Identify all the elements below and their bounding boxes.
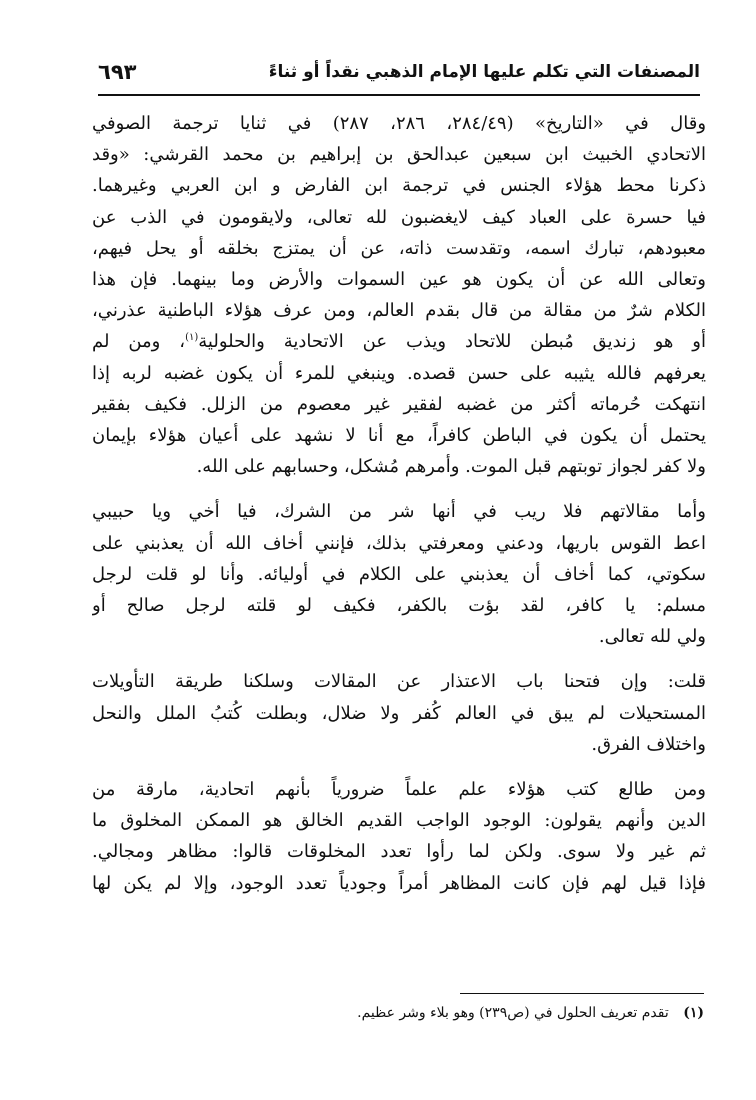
text-line: الاتحادي الخبيث ابن سبعين عبدالحق بن إبراهيم بن محمد القرشي: «وقد	[92, 144, 706, 166]
paragraph-3	[92, 666, 706, 760]
text-line: ذكرنا محط هؤلاء الجنس في ترجمة ابن الفارض و ابن العربي وغيرهما.	[92, 175, 706, 197]
footnote-reference: (١)	[185, 332, 199, 344]
text-line: سكوتي، كما أخاف أن يعذبني على الكلام في أوليائه. وأنا لو قلت لرجل	[92, 563, 706, 585]
text-segment: ، ومن لم	[92, 331, 186, 353]
text-line: الدين وأنهم يقولون: الوجود الواجب القديم الخالق هو الممكن المخلوق ما	[92, 810, 706, 832]
text-line: المستحيلات لم يبق في العالم كُفر ولا ضلال، وبطلت كُتبُ الملل والنحل	[92, 702, 706, 724]
text-line: وقال في «التاريخ» (٢٨٤/٤٩، ٢٨٦، ٢٨٧) في ثنايا ترجمة الصوفي	[92, 113, 706, 134]
main-text	[92, 108, 706, 899]
text-line: مسلم: يا كافر، لقد بؤت بالكفر، فكيف لو قلته لرجل صالح أو	[92, 595, 706, 617]
footnote	[84, 1002, 704, 1024]
page-number: ٦٩٣	[98, 60, 137, 84]
footnote-separator	[460, 993, 704, 994]
text-line: فإذا قيل لهم فإن كانت المظاهر أمراً وجودياً تعدد الوجود، وإلا لم يكن لها	[92, 872, 706, 894]
text-line: انتهكت حُرماته أكثر من غضبه لفقير غير معصوم من الزلل. فكيف بفقير	[92, 393, 706, 415]
text-line: قلت: وإن فتحنا باب الاعتذار عن المقالات وسلكنا طريقة التأويلات	[92, 671, 706, 693]
text-line: وتعالى الله عن أن يكون هو عين السموات والأرض وما بينهما. فإن هذا	[92, 269, 706, 291]
footnote-text: تقدم تعريف الحلول في (ص٢٣٩) وهو بلاء وشر عظيم.	[357, 1005, 669, 1021]
text-line-with-footnote	[92, 326, 706, 357]
footnote-marker: (١)	[683, 1005, 704, 1021]
text-line: ولا كفر لجواز توبتهم قبل الموت. وأمرهم مُشكل، وحسابهم على الله.	[196, 456, 706, 478]
text-line: الكلام شرٌ من مقالة من قال بقدم العالم، ومن عرف هؤلاء الباطنية عذرني،	[92, 300, 706, 322]
text-line: ولي لله تعالى.	[598, 626, 706, 648]
text-segment: أو هو زنديق مُبطن للاتحاد ويذب عن الاتحادية والحلولية	[198, 331, 706, 353]
paragraph-4	[92, 774, 706, 899]
running-header	[98, 60, 700, 96]
text-line: ثم غير ولا سوى. ولكن لما رأوا تعدد المخلوقات قالوا: مظاهر ومجالي.	[92, 841, 706, 863]
text-line: اعط القوس باريها، ودعني ومعرفتي بذلك، فإنني أخاف الله أن يعذبني على	[92, 532, 706, 554]
text-line: معبودهم، تبارك اسمه، وتقدست ذاته، عن أن يمتزج بخلقه أو يحل فيهم،	[92, 237, 706, 259]
text-line: واختلاف الفرق.	[591, 733, 706, 755]
paragraph-2	[92, 496, 706, 652]
text-line: وأما مقالاتهم فلا ريب في أنها شر من الشرك، فيا أخي ويا حبيبي	[92, 501, 706, 523]
running-title: المصنفات التي تكلم عليها الإمام الذهبي نقداً أو ثناءً	[268, 62, 700, 82]
text-line: يحتمل أن يكون في الباطن كافراً، مع أنا لا نشهد على أعيان هؤلاء بإيمان	[92, 425, 706, 447]
paragraph-1	[92, 108, 706, 482]
text-line: فيا حسرة على العباد كيف لايغضبون لله تعالى، ولايقومون في الذب عن	[92, 206, 706, 228]
text-line: ومن طالع كتب هؤلاء علم علماً ضرورياً بأنهم اتحادية، مارقة من	[92, 779, 706, 801]
text-line: يعرفهم فالله يثيبه على حسن قصده. وينبغي للمرء أن يكون غضبه لربه إذا	[92, 362, 706, 384]
